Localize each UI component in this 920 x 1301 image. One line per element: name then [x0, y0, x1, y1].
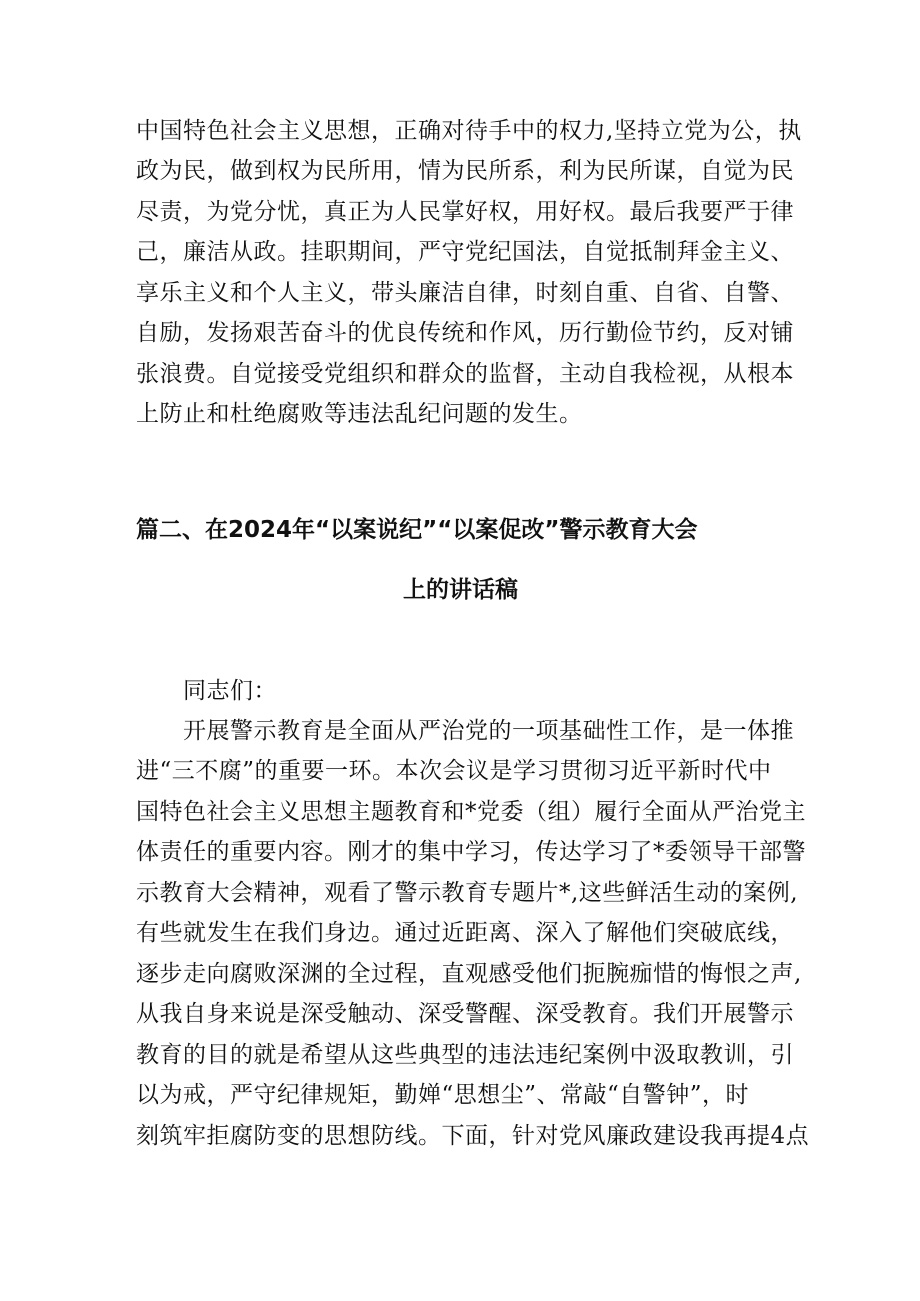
text-line: 开展警示教育是全面从严治党的一项基础性工作，是一体推: [183, 718, 794, 744]
text-line: 政为民，做到权为民所用，情为民所系，利为民所谋，自觉为民: [136, 158, 794, 184]
text-line: 从我自身来说是深受触动、深受警醒、深受教育。我们开展警示: [136, 1001, 794, 1027]
text-line: 享乐主义和个人主义，带头廉洁自律，时刻自重、自省、自警、: [136, 280, 794, 306]
text-line: 己，廉洁从政。挂职期间，严守党纪国法，自觉抵制拜金主义、: [136, 239, 794, 265]
text-line: 刻筑牢拒腐防变的思想防线。下面，针对党风廉政建设我再提4点: [136, 1123, 810, 1149]
text-line: 教育的目的就是希望从这些典型的违法违纪案例中汲取教训，引: [136, 1042, 794, 1068]
text-line: 体责任的重要内容。刚才的集中学习，传达学习了*委领导干部警: [136, 839, 806, 865]
text-line: 进“三不腐”的重要一环。本次会议是学习贯彻习近平新时代中: [136, 758, 772, 784]
text-line: 逐步走向腐败深渊的全过程，直观感受他们扼腕痂惜的悔恨之声,: [136, 961, 802, 987]
text-line: 自励，发扬艰苦奋斗的优良传统和作风，历行勤俭节约，反对铺: [136, 320, 794, 346]
text-line: 以为戒，严守纪律规矩，勤婵“思想尘”、常敲“自警钟”，时: [136, 1082, 750, 1108]
text-line: 上防止和杜绝腐败等违法乱纪问题的发生。: [136, 401, 583, 427]
text-line: 尽责，为党分忧，真正为人民掌好权，用好权。最后我要严于律: [136, 199, 794, 225]
salutation: 同志们：: [183, 678, 277, 704]
section-title-line-1: 篇二、在2024年“以案说纪”“以案促改”警示教育大会: [136, 517, 698, 543]
text-line: 国特色社会主义思想主题教育和*党委（组）履行全面从严治党主: [136, 799, 806, 825]
text-line: 有些就发生在我们身边。通过近距离、深入了解他们突破底线，: [136, 920, 794, 946]
text-line: 示教育大会精神，观看了警示教育专题片*,这些鲜活生动的案例,: [136, 880, 799, 906]
section-title-line-2: 上的讲话稿: [403, 577, 518, 603]
text-line: 张浪费。自觉接受党组织和群众的监督，主动自我检视，从根本: [136, 361, 794, 387]
text-line: 中国特色社会主义思想，正确对待手中的权力,坚持立党为公，执: [136, 118, 802, 144]
